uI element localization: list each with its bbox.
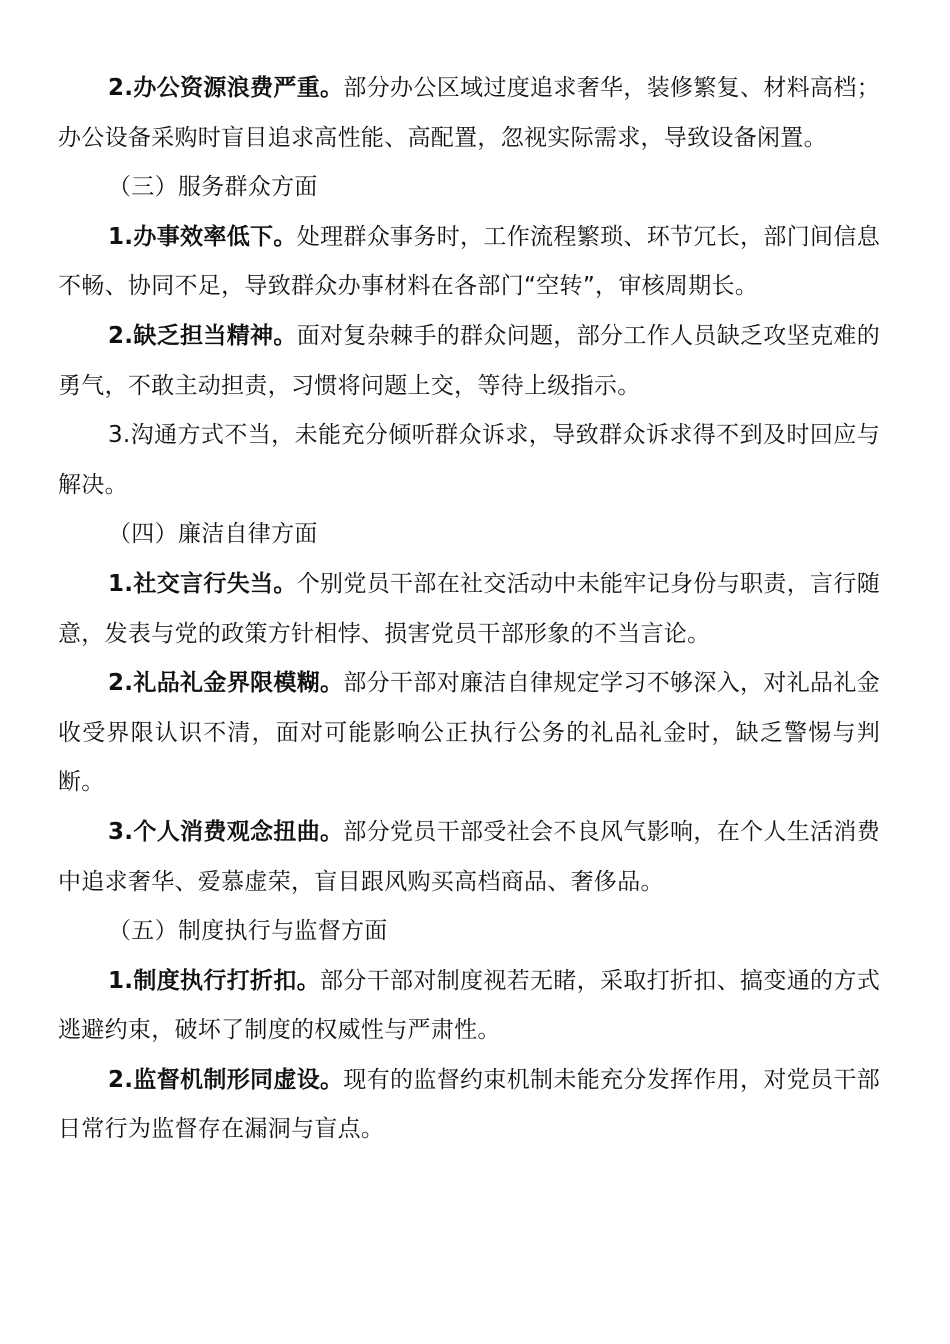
section-heading-service: （三）服务群众方面 bbox=[108, 174, 318, 201]
paragraph-poor-communication bbox=[58, 411, 880, 510]
paragraph-lead: 1.办事效率低下。 bbox=[108, 223, 297, 250]
paragraph-supervision-mechanism bbox=[58, 1056, 880, 1155]
section-heading-integrity: （四）廉洁自律方面 bbox=[108, 521, 318, 548]
paragraph-body: 面对复杂棘手的群众问题，部分工作人员缺乏攻坚克难的勇气，不敢主动担责，习惯将问题上交，等待上级指示。 bbox=[58, 322, 880, 399]
paragraph-body: 处理群众事务时，工作流程繁琐、环节冗长，部门间信息不畅、协同不足，导致群众办事材料在各部门“空转”，审核周期长。 bbox=[58, 223, 880, 300]
paragraph-lead: 1.制度执行打折扣。 bbox=[108, 967, 321, 994]
paragraph-gift-boundary bbox=[58, 659, 880, 808]
paragraph-lead: 2.礼品礼金界限模糊。 bbox=[108, 670, 344, 697]
paragraph-body: 部分党员干部受社会不良风气影响，在个人生活消费中追求奢华、爱慕虚荣，盲目跟风购买高档商品、奢侈品。 bbox=[58, 818, 880, 895]
paragraph-lead: 1.社交言行失当。 bbox=[108, 570, 297, 597]
paragraph-body: 部分干部对廉洁自律规定学习不够深入，对礼品礼金收受界限认识不清，面对可能影响公正执行公务的礼品礼金时，缺乏警惕与判断。 bbox=[58, 670, 880, 796]
document-page bbox=[58, 64, 880, 1155]
paragraph-social-conduct bbox=[58, 560, 880, 659]
paragraph-low-efficiency bbox=[58, 213, 880, 312]
paragraph-body: 部分干部对制度视若无睹，采取打折扣、搞变通的方式逃避约束，破坏了制度的权威性与严肃性。 bbox=[58, 967, 880, 1044]
paragraph-consumption-view bbox=[58, 808, 880, 907]
paragraph-lead: 2.监督机制形同虚设。 bbox=[108, 1066, 344, 1093]
paragraph-body: 现有的监督约束机制未能充分发挥作用，对党员干部日常行为监督存在漏洞与盲点。 bbox=[58, 1066, 880, 1143]
paragraph-body: 3.沟通方式不当，未能充分倾听群众诉求，导致群众诉求得不到及时回应与解决。 bbox=[58, 422, 880, 498]
paragraph-body: 个别党员干部在社交活动中未能牢记身份与职责，言行随意，发表与党的政策方针相悖、损害党员干部形象的不当言论。 bbox=[58, 570, 880, 647]
paragraph-body: 部分办公区域过度追求奢华，装修繁复、材料高档；办公设备采购时盲目追求高性能、高配置，忽视实际需求，导致设备闲置。 bbox=[58, 75, 880, 151]
paragraph-lead: 2.办公资源浪费严重。 bbox=[108, 75, 344, 101]
paragraph-office-resource-waste bbox=[58, 64, 880, 163]
paragraph-lack-responsibility bbox=[58, 312, 880, 411]
paragraph-rule-execution bbox=[58, 957, 880, 1056]
paragraph-lead: 2.缺乏担当精神。 bbox=[108, 322, 297, 349]
paragraph-lead: 3.个人消费观念扭曲。 bbox=[108, 818, 344, 845]
section-heading-supervision: （五）制度执行与监督方面 bbox=[108, 918, 388, 945]
